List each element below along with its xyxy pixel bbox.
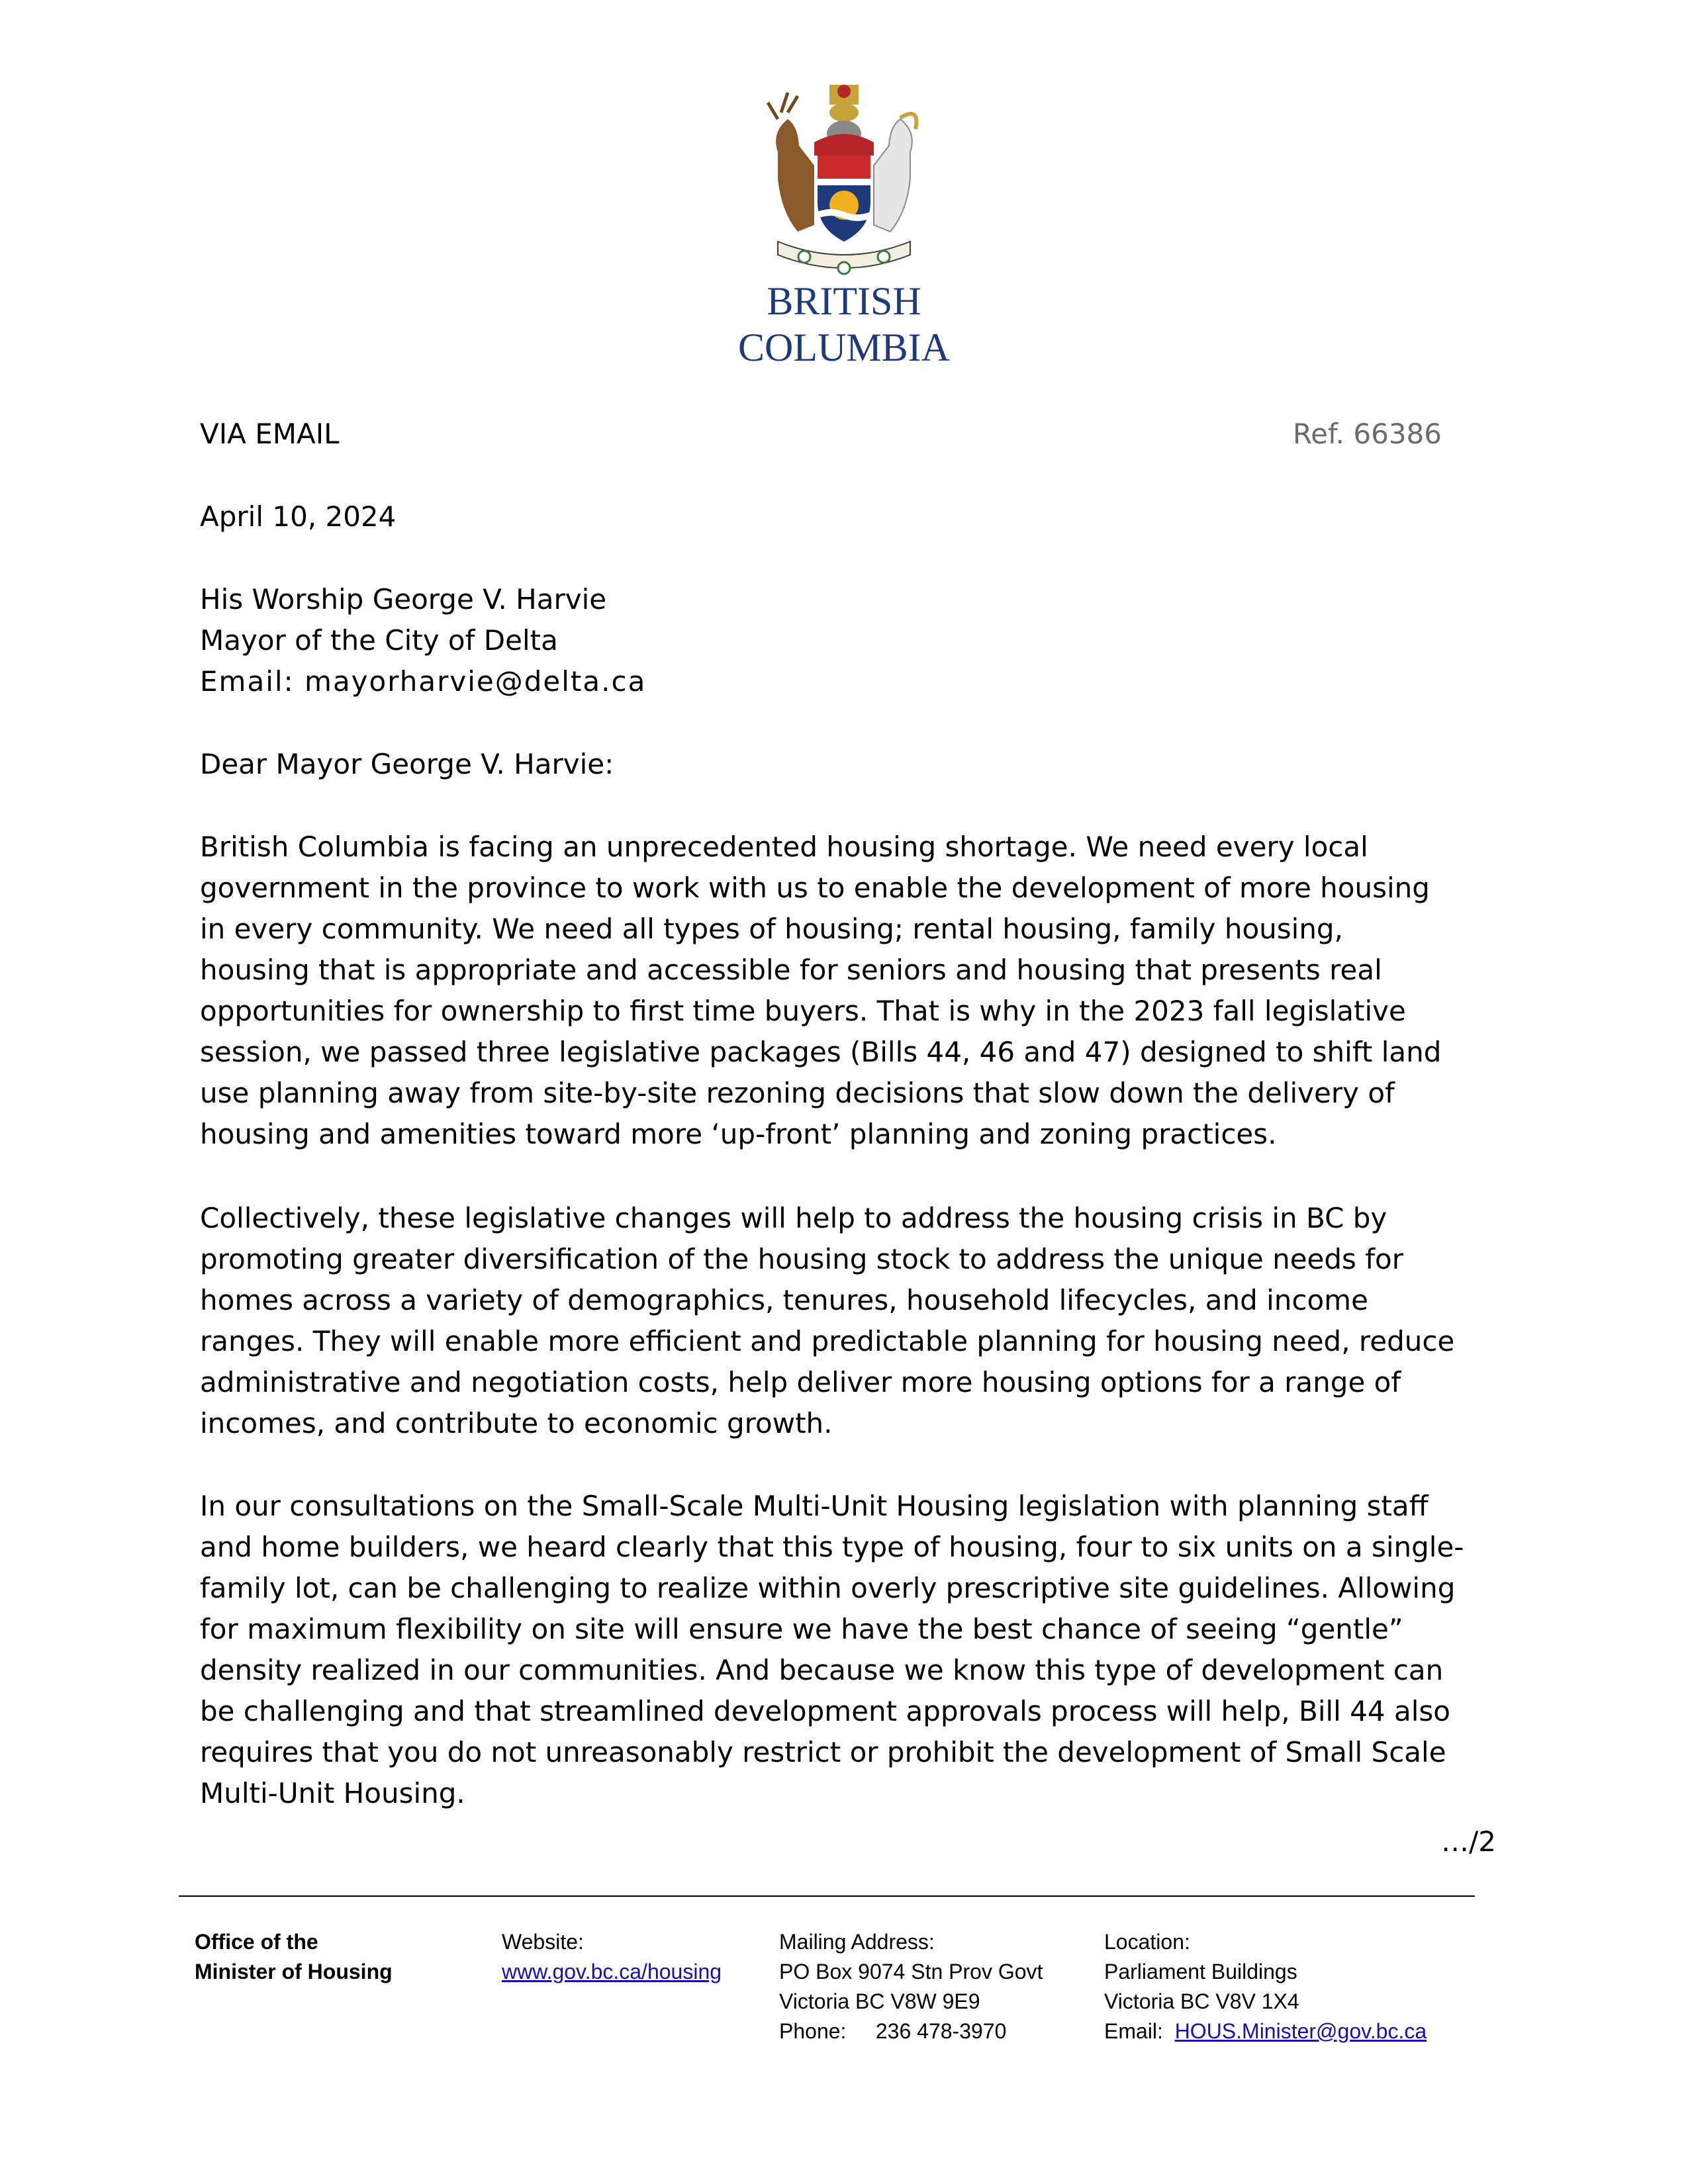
paragraph-line: administrative and negotiation costs, help deliver more housing options for a range of bbox=[200, 1366, 1401, 1398]
website-label: Website: bbox=[502, 1930, 584, 1954]
paragraph-line: government in the province to work with us to enable the development of more housing bbox=[200, 872, 1430, 904]
minister-email-link[interactable]: HOUS.Minister@gov.bc.ca bbox=[1174, 2019, 1427, 2043]
paragraph-line: British Columbia is facing an unprecedented housing shortage. We need every local bbox=[200, 831, 1368, 863]
paragraph-line: in every community. We need all types of housing; rental housing, family housing, bbox=[200, 913, 1343, 945]
paragraph-line: use planning away from site-by-site rezoning decisions that slow down the delivery of bbox=[200, 1077, 1395, 1109]
email-label: Email: bbox=[1104, 2019, 1163, 2043]
salutation: Dear Mayor George V. Harvie: bbox=[200, 748, 614, 780]
location-label: Location: bbox=[1104, 1930, 1190, 1954]
footer-location bbox=[1104, 1927, 1427, 2046]
footer-divider bbox=[179, 1895, 1475, 1897]
paragraph-line: ranges. They will enable more efficient and predictable planning for housing need, reduce bbox=[200, 1325, 1455, 1357]
location-line-1: Parliament Buildings bbox=[1104, 1960, 1297, 1983]
footer-office bbox=[195, 1927, 393, 1987]
paragraph-line: family lot, can be challenging to realize within overly prescriptive site guidelines. Allowing bbox=[200, 1572, 1456, 1604]
paragraph-line: homes across a variety of demographics, tenures, household lifecycles, and income bbox=[200, 1284, 1368, 1316]
bc-coat-of-arms-icon bbox=[751, 79, 937, 281]
footer-website bbox=[502, 1927, 722, 1987]
office-line-2: Minister of Housing bbox=[195, 1960, 393, 1983]
wordmark-columbia: COLUMBIA bbox=[737, 326, 950, 369]
paragraph-line: housing that is appropriate and accessible for seniors and housing that presents real bbox=[200, 954, 1382, 986]
paragraph-line: Multi-Unit Housing. bbox=[200, 1777, 465, 1809]
mailing-line-2: Victoria BC V8W 9E9 bbox=[779, 1989, 980, 2013]
website-link[interactable]: www.gov.bc.ca/housing bbox=[502, 1960, 722, 1983]
paragraph-line: housing and amenities toward more ‘up-front’ planning and zoning practices. bbox=[200, 1118, 1277, 1150]
mailing-line-1: PO Box 9074 Stn Prov Govt bbox=[779, 1960, 1043, 1983]
recipient-name: His Worship George V. Harvie bbox=[200, 583, 607, 615]
paragraph-line: and home builders, we heard clearly that this type of housing, four to six units on a single- bbox=[200, 1531, 1464, 1563]
paragraph-line: density realized in our communities. And because we know this type of development can bbox=[200, 1654, 1444, 1686]
body-paragraph-2 bbox=[200, 1198, 1497, 1444]
body-paragraph-3 bbox=[200, 1486, 1497, 1814]
paragraph-line: In our consultations on the Small-Scale Multi-Unit Housing legislation with planning staff bbox=[200, 1490, 1429, 1522]
wordmark-british: BRITISH bbox=[767, 279, 921, 323]
paragraph-line: Collectively, these legislative changes will help to address the housing crisis in BC by bbox=[200, 1202, 1387, 1234]
paragraph-line: requires that you do not unreasonably restrict or prohibit the development of Small Scale bbox=[200, 1736, 1446, 1768]
paragraph-line: session, we passed three legislative packages (Bills 44, 46 and 47) designed to shift land bbox=[200, 1036, 1442, 1068]
office-line-1: Office of the bbox=[195, 1930, 318, 1954]
paragraph-line: promoting greater diversification of the housing stock to address the unique needs for bbox=[200, 1243, 1404, 1275]
location-line-2: Victoria BC V8V 1X4 bbox=[1104, 1989, 1299, 2013]
letter-date: April 10, 2024 bbox=[200, 500, 397, 533]
paragraph-line: be challenging and that streamlined development approvals process will help, Bill 44 also bbox=[200, 1695, 1450, 1727]
paragraph-line: incomes, and contribute to economic growth. bbox=[200, 1407, 833, 1439]
mailing-label: Mailing Address: bbox=[779, 1930, 935, 1954]
phone-line: Phone: 236 478-3970 bbox=[779, 2019, 1007, 2043]
paragraph-line: opportunities for ownership to first time buyers. That is why in the 2023 fall legislative bbox=[200, 995, 1406, 1027]
footer-mailing bbox=[779, 1927, 1043, 2046]
page-continuation: …/2 bbox=[1441, 1825, 1496, 1858]
recipient-email: Email: mayorharvie@delta.ca bbox=[200, 665, 647, 698]
via-email: VIA EMAIL bbox=[200, 418, 340, 450]
body-paragraph-1 bbox=[200, 827, 1497, 1155]
reference-number: Ref. 66386 bbox=[1292, 418, 1442, 450]
recipient-title: Mayor of the City of Delta bbox=[200, 624, 558, 657]
paragraph-line: for maximum flexibility on site will ensure we have the best chance of seeing “gentle” bbox=[200, 1613, 1403, 1645]
